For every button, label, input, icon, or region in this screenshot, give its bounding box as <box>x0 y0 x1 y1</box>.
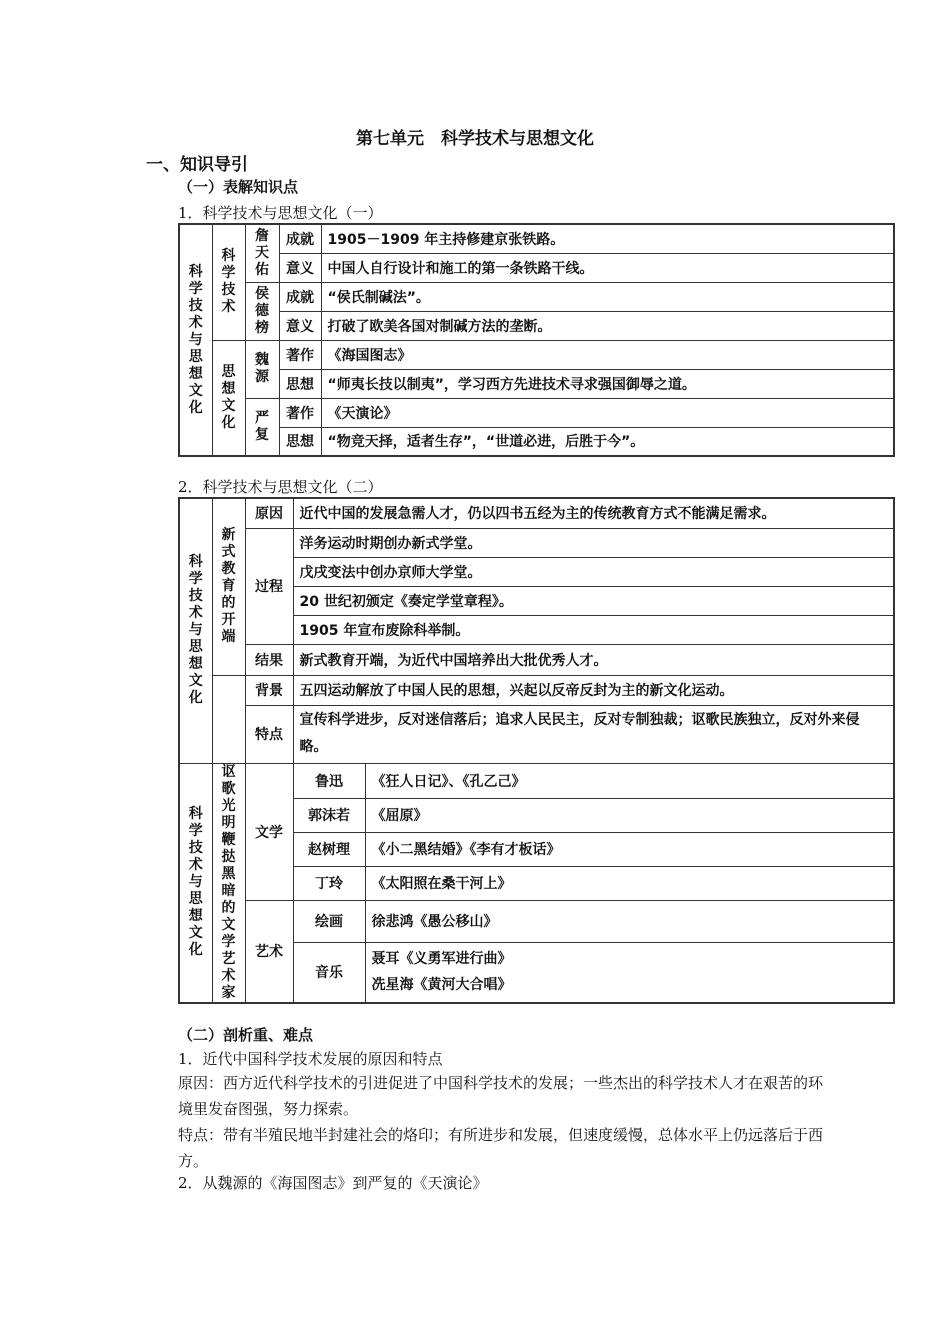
table2-caption: 2．科学技术与思想文化（二） <box>178 478 383 496</box>
t2-key-background: 背景 <box>245 675 293 705</box>
t2-works: 《太阳照在桑干河上》 <box>365 866 894 900</box>
t2-key-process: 过程 <box>245 528 293 644</box>
t2-process-item: 戊戌变法中创办京师大学堂。 <box>293 557 894 586</box>
t2-author: 丁玲 <box>293 866 365 900</box>
t2-author: 赵树理 <box>293 832 365 866</box>
t1-key: 思想 <box>279 427 321 456</box>
t2-author: 郭沫若 <box>293 798 365 832</box>
t1-key: 意义 <box>279 311 321 340</box>
t1-value: 中国人自行设计和施工的第一条铁路干线。 <box>321 253 894 282</box>
t1-key: 成就 <box>279 224 321 253</box>
t1-person-zhan: 詹天佑 <box>245 224 279 282</box>
t1-key: 意义 <box>279 253 321 282</box>
t2-works: 《小二黑结婚》《李有才板话》 <box>365 832 894 866</box>
section-heading-1: 一、知识导引 <box>146 155 248 175</box>
t2-key-reason: 原因 <box>245 498 293 528</box>
t2-art-work <box>365 943 894 1003</box>
t1-value: 《天演论》 <box>321 398 894 427</box>
t1-value: “侯氏制碱法”。 <box>321 282 894 311</box>
t2-music-work-1: 聂耳《义勇军进行曲》 <box>371 951 512 968</box>
t2-group-education: 新式教育的开端 <box>212 498 245 675</box>
reason-paragraph <box>146 1070 826 1122</box>
t2-outer-label-2: 科学技术与思想文化 <box>179 763 212 1003</box>
point-2: 2．从魏源的《海国图志》到严复的《天演论》 <box>178 1174 488 1192</box>
t1-group-thought: 思想文化 <box>212 340 245 456</box>
t2-value-feature: 宣传科学进步，反对迷信落后；追求人民民主，反对专制独裁；讴歌民族独立，反对外来侵略。 <box>293 705 894 763</box>
t1-key: 成就 <box>279 282 321 311</box>
subsection-heading-2: （二）剖析重、难点 <box>178 1026 314 1044</box>
t1-value: 《海国图志》 <box>321 340 894 369</box>
t2-art-work: 徐悲鸿《愚公移山》 <box>365 900 894 943</box>
t1-group-science: 科学技术 <box>212 224 245 340</box>
t1-value: 1905－1909 年主持修建京张铁路。 <box>321 224 894 253</box>
t2-art-label: 艺术 <box>245 900 293 1003</box>
reason-text: 原因：西方近代科学技术的引进促进了中国科学技术的发展；一些杰出的科学技术人才在艰苦的环境里发奋图强，努力探索。 <box>178 1074 824 1118</box>
table1-caption: 1．科学技术与思想文化（一） <box>178 204 383 222</box>
t2-key-feature: 特点 <box>245 705 293 763</box>
t1-key: 思想 <box>279 369 321 398</box>
t1-key: 著作 <box>279 398 321 427</box>
t2-works: 《屈原》 <box>365 798 894 832</box>
feature-text: 特点：带有半殖民地半封建社会的烙印；有所进步和发展，但速度缓慢，总体水平上仍远落后于西方。 <box>178 1126 824 1170</box>
t2-process-item: 1905 年宣布废除科举制。 <box>293 615 894 644</box>
t1-person-wei: 魏源 <box>245 340 279 398</box>
t2-process-item: 洋务运动时期创办新式学堂。 <box>293 528 894 557</box>
page-title: 第七单元 科学技术与思想文化 <box>356 129 594 149</box>
t2-value-reason: 近代中国的发展急需人才，仍以四书五经为主的传统教育方式不能满足需求。 <box>293 498 894 528</box>
t1-value: “物竞天择，适者生存”，“世道必进，后胜于今”。 <box>321 427 894 456</box>
t1-value: 打破了欧美各国对制碱方法的垄断。 <box>321 311 894 340</box>
t2-group-artists: 讴歌光明鞭挞黑暗的文学艺术家 <box>212 763 245 1003</box>
feature-paragraph <box>146 1122 826 1174</box>
t2-key-result: 结果 <box>245 644 293 675</box>
t1-person-hou: 侯德榜 <box>245 282 279 340</box>
t1-person-yan: 严复 <box>245 398 279 456</box>
point-1: 1．近代中国科学技术发展的原因和特点 <box>178 1050 443 1068</box>
t2-literature-label: 文学 <box>245 763 293 900</box>
t2-art-type: 音乐 <box>293 943 365 1003</box>
t2-group-newculture <box>212 675 245 763</box>
t2-outer-label-1: 科学技术与思想文化 <box>179 498 212 763</box>
t2-value-background: 五四运动解放了中国人民的思想，兴起以反帝反封为主的新文化运动。 <box>293 675 894 705</box>
t1-outer-label: 科学技术与思想文化 <box>179 224 212 456</box>
subsection-heading-1: （一）表解知识点 <box>178 178 299 196</box>
t2-process-item: 20 世纪初颁定《奏定学堂章程》。 <box>293 586 894 615</box>
knowledge-table-2 <box>178 497 895 1004</box>
t2-works: 《狂人日记》、《孔乙己》 <box>365 763 894 798</box>
t2-value-result: 新式教育开端，为近代中国培养出大批优秀人才。 <box>293 644 894 675</box>
t1-value: “师夷长技以制夷”，学习西方先进技术寻求强国御辱之道。 <box>321 369 894 398</box>
knowledge-table-1 <box>178 223 895 457</box>
t2-art-type: 绘画 <box>293 900 365 943</box>
t2-music-work-2: 冼星海《黄河大合唱》 <box>371 977 512 994</box>
t1-key: 著作 <box>279 340 321 369</box>
t2-author: 鲁迅 <box>293 763 365 798</box>
